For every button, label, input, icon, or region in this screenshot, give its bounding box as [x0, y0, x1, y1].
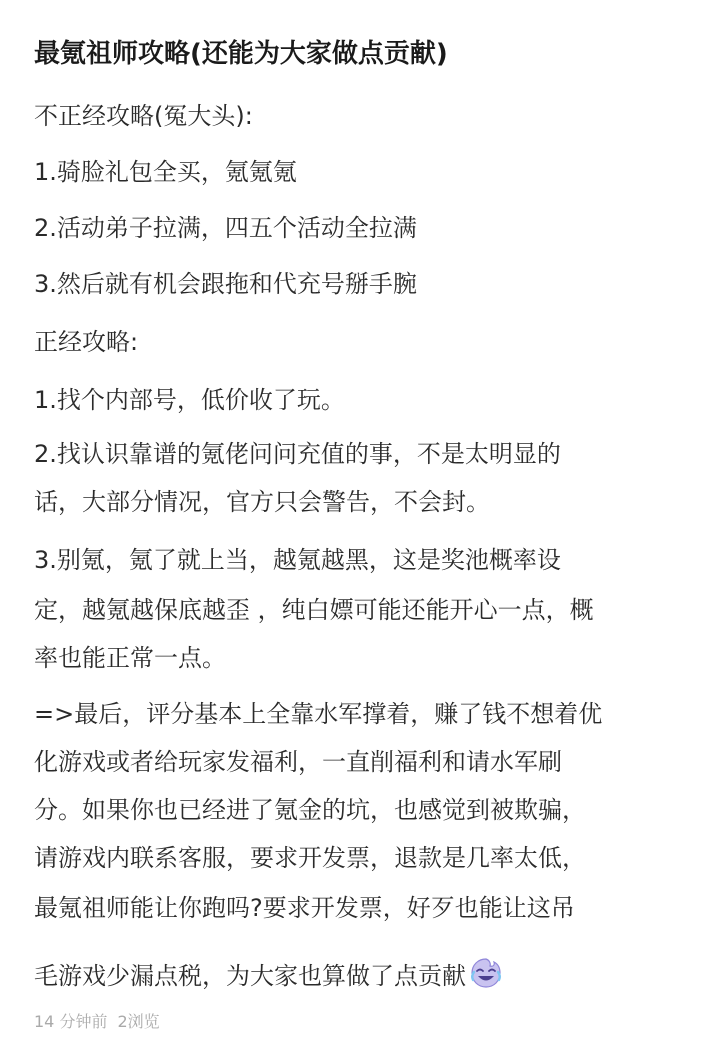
post-line: 不正经攻略(冤大头):: [34, 102, 253, 130]
post-line: 定，越氪越保底越歪 ，纯白嫖可能还能开心一点，概: [34, 596, 594, 624]
post-line: 2.找认识靠谱的氪佬问问充值的事，不是太明显的: [34, 440, 561, 468]
post-line: 1.找个内部号，低价收了玩。: [34, 386, 345, 414]
post-line-text: 毛游戏少漏点税，为大家也算做了点贡献: [34, 962, 466, 990]
post-line: 最氪祖师能让你跑吗?要求开发票，好歹也能让这吊: [34, 894, 575, 922]
post-line: 正经攻略:: [34, 328, 139, 356]
post-line: 3.别氪，氪了就上当，越氪越黑，这是奖池概率设: [34, 546, 561, 574]
post-line: 话，大部分情况，官方只会警告，不会封。: [34, 488, 490, 516]
post-line: 化游戏或者给玩家发福利，一直削福利和请水军刷: [34, 748, 562, 776]
post-line: 3.然后就有机会跟拖和代充号掰手腕: [34, 270, 417, 298]
post-time: 14 分钟前: [34, 1012, 108, 1031]
post-title: 最氪祖师攻略(还能为大家做点贡献): [34, 39, 448, 69]
post-line: 2.活动弟子拉满，四五个活动全拉满: [34, 214, 417, 242]
post-meta: [34, 1010, 160, 1034]
crying-laughing-emoji-icon: [468, 956, 504, 990]
post-line: =>最后，评分基本上全靠水军撑着，赚了钱不想着优: [34, 700, 603, 728]
post-view-count: 2浏览: [117, 1012, 160, 1031]
post-line: 率也能正常一点。: [34, 644, 226, 672]
post-line: 分。如果你也已经进了氪金的坑，也感觉到被欺骗，: [34, 796, 586, 824]
post-line-last: [34, 956, 504, 994]
post-line: 1.骑脸礼包全买，氪氪氪: [34, 158, 297, 186]
post-line: 请游戏内联系客服，要求开发票，退款是几率太低，: [34, 844, 586, 872]
